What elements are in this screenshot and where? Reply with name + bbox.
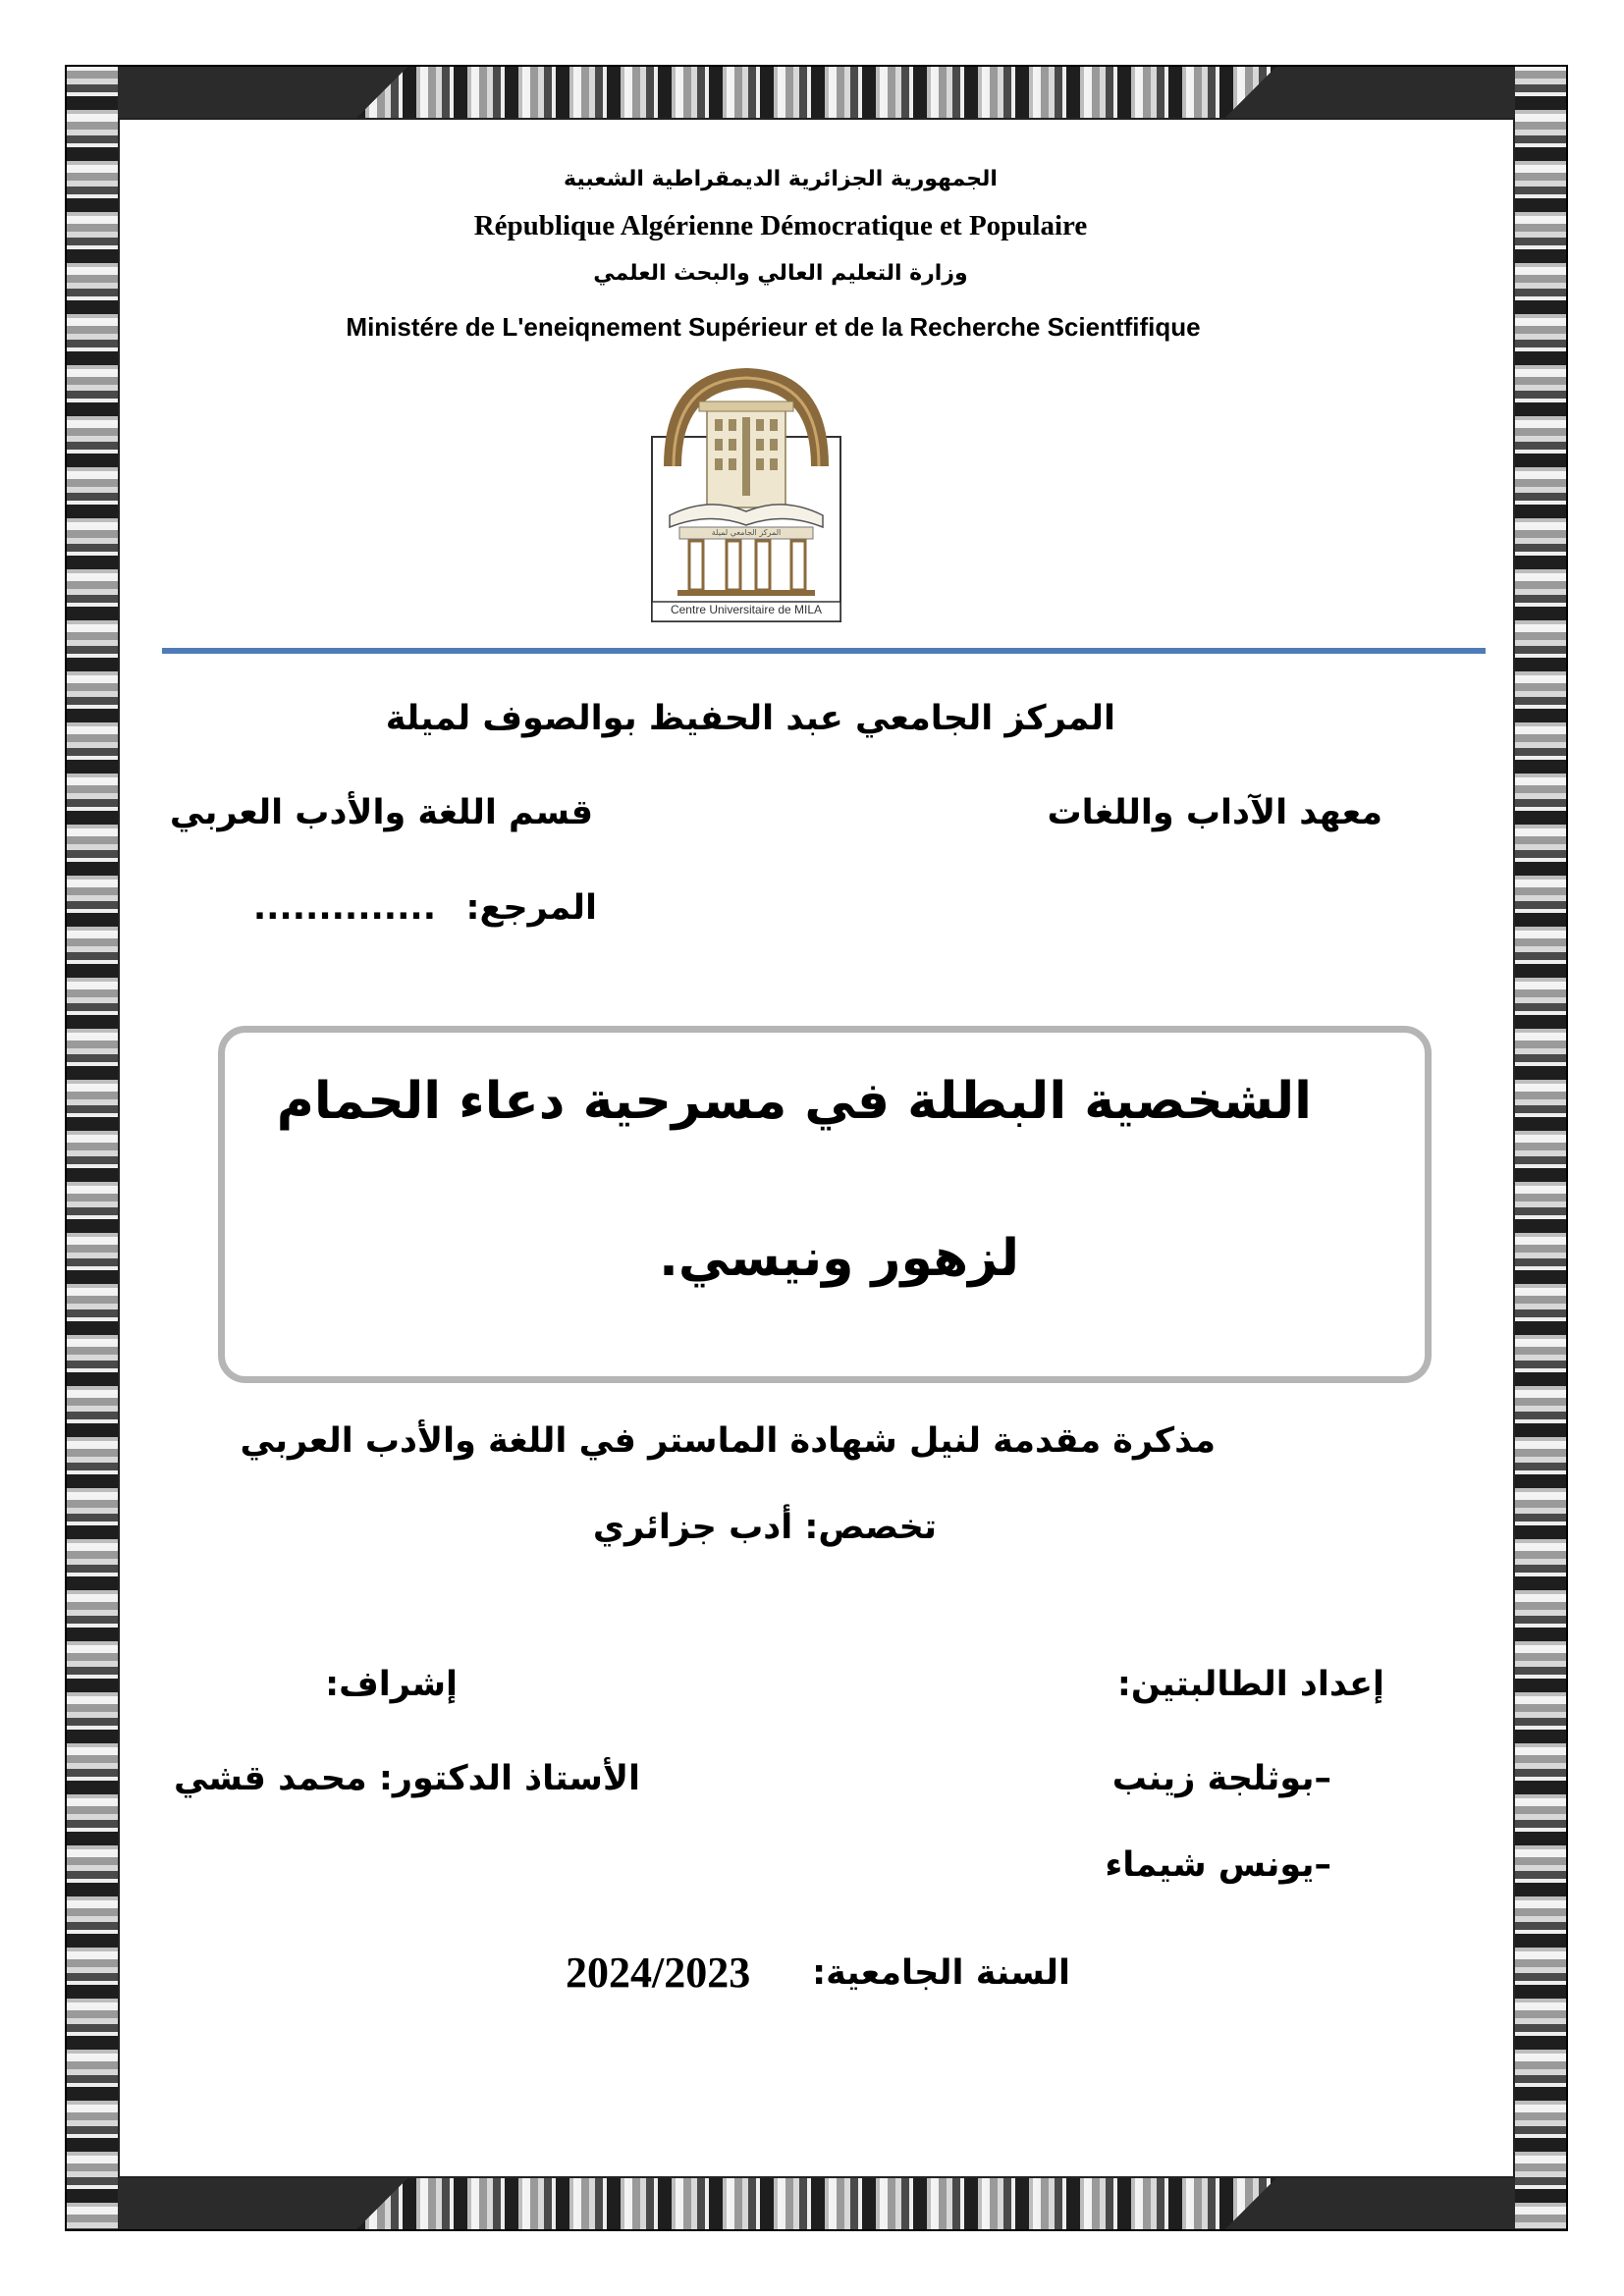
student-name-1: –بوثلجة زينب	[1111, 1759, 1331, 1798]
supervision-label: إشراف:	[325, 1665, 458, 1704]
thesis-purpose: مذكرة مقدمة لنيل شهادة الماستر في اللغة والأدب العربي	[240, 1421, 1216, 1461]
page-border-bottom	[67, 2178, 1566, 2229]
ministry-arabic: وزارة التعليم العالي والبحث العلمي	[593, 261, 968, 286]
university-center-name: المركز الجامعي عبد الحفيظ بوالصوف لميلة	[385, 699, 1115, 738]
header-divider	[162, 648, 1486, 654]
page-border-top	[67, 67, 1566, 118]
ministry-french: Ministére de L'eneiqnement Supérieur et de la Recherche Scientfifique	[346, 312, 1201, 342]
page-border-left	[67, 67, 118, 2229]
logo-caption: Centre Universitaire de MILA	[670, 603, 823, 616]
thesis-title-line2: لزهور ونيسي.	[659, 1229, 1019, 1288]
reference-label: المرجع:	[465, 888, 597, 928]
university-logo-icon	[650, 358, 842, 625]
republic-arabic: الجمهورية الجزائرية الديمقراطية الشعبية	[564, 167, 998, 191]
logo-band-text: المركز الجامعي لميلة	[711, 528, 782, 537]
department-name: قسم اللغة والأدب العربي	[169, 793, 593, 832]
reference-value: ..............	[252, 888, 436, 928]
student-name-2: –يونس شيماء	[1105, 1845, 1331, 1885]
academic-year-value: 2024/2023	[566, 1949, 751, 1997]
academic-year-label: السنة الجامعية:	[812, 1953, 1070, 1993]
students-label: إعداد الطالبتين:	[1116, 1665, 1384, 1704]
republic-french: République Algérienne Démocratique et Populaire	[473, 210, 1088, 241]
thesis-specialty: تخصص: أدب جزائري	[592, 1508, 937, 1547]
institute-name: معهد الآداب واللغات	[1047, 793, 1382, 832]
supervisor-name: الأستاذ الدكتور: محمد قشي	[173, 1759, 640, 1798]
page-border-right	[1515, 67, 1566, 2229]
university-logo	[650, 358, 842, 625]
thesis-title-line1: الشخصية البطلة في مسرحية دعاء الحمام	[276, 1072, 1312, 1131]
